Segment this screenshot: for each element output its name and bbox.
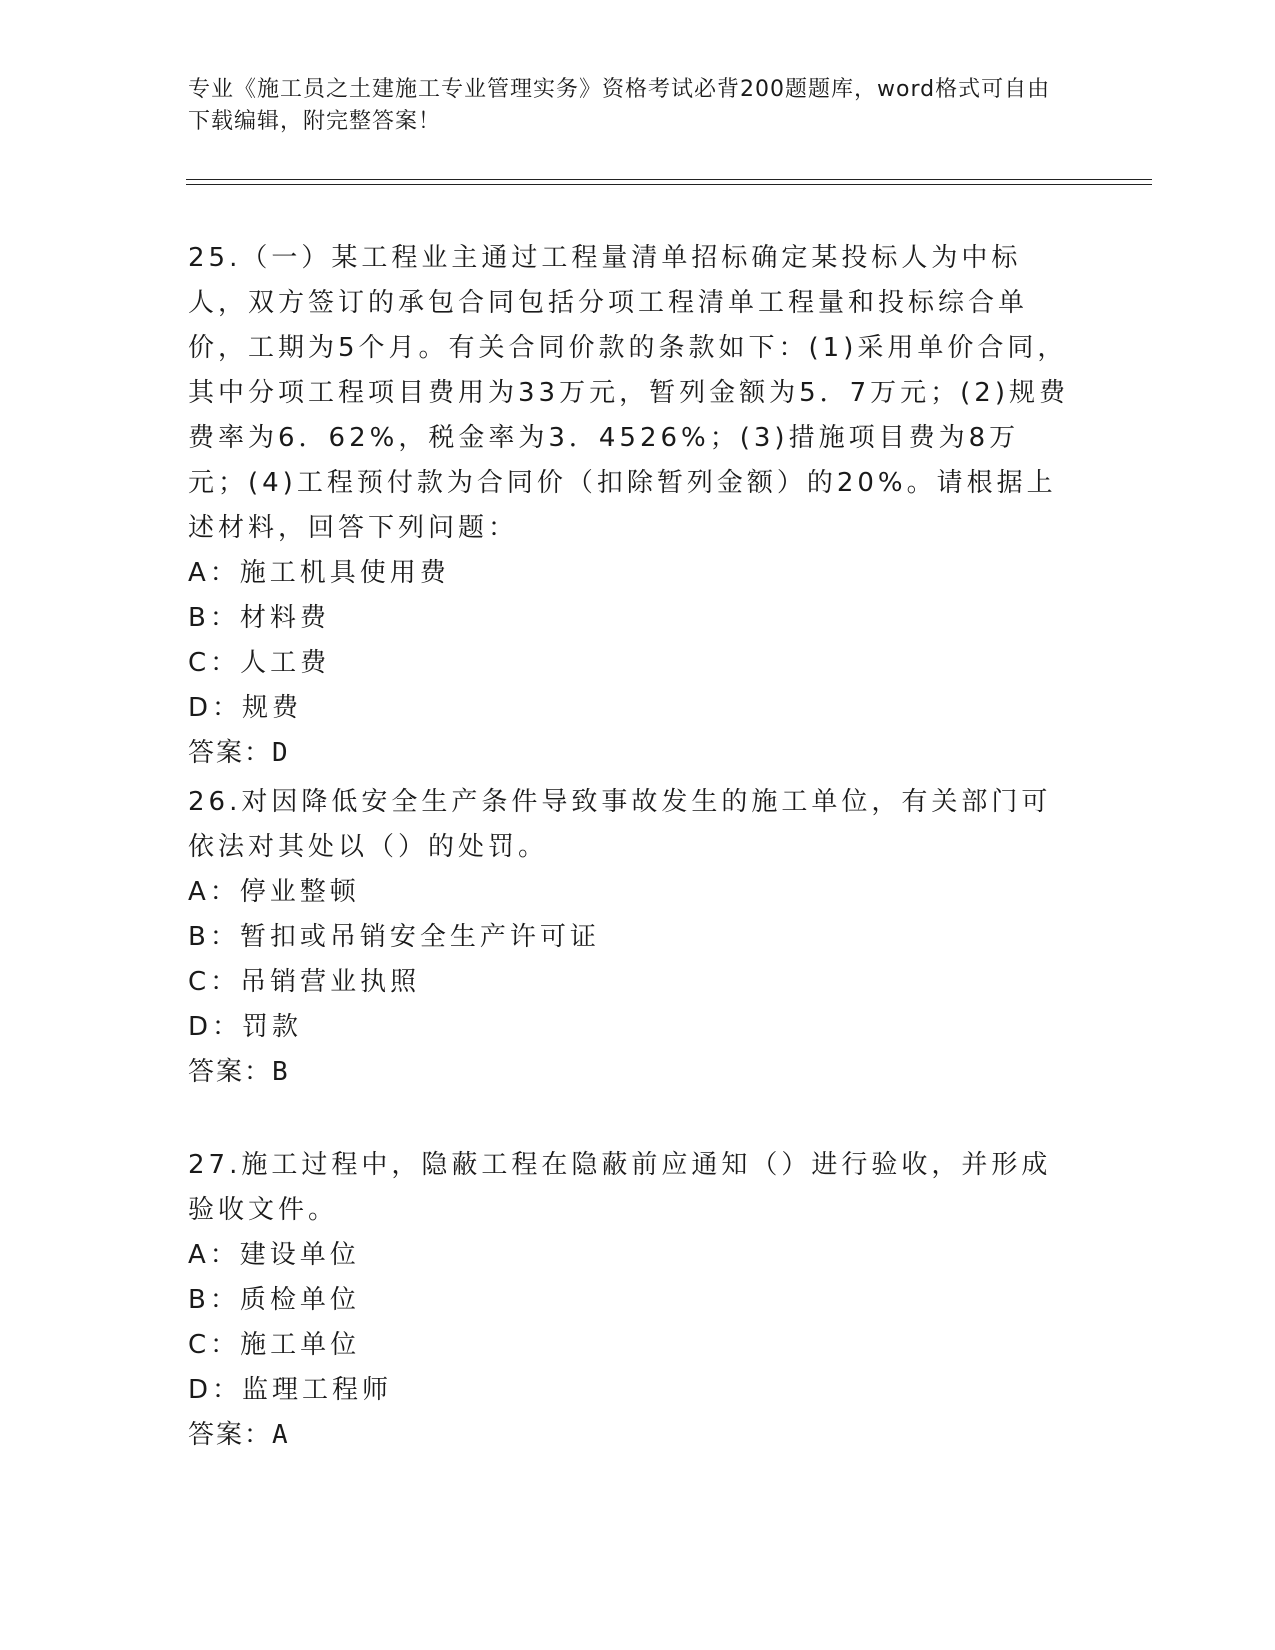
option-c: C：吊销营业执照 — [188, 967, 421, 997]
option-b: B：质检单位 — [188, 1285, 360, 1315]
option-b: B：暂扣或吊销安全生产许可证 — [188, 922, 600, 952]
option-a: A：建设单位 — [188, 1240, 360, 1270]
question-stem: 26.对因降低安全生产条件导致事故发生的施工单位，有关部门可依法对其处以（）的处罚。 — [188, 787, 1052, 862]
answer: 答案：B — [188, 1057, 290, 1087]
question-26 — [188, 780, 1078, 1095]
option-c: C：施工单位 — [188, 1330, 361, 1360]
question-stem: 25.（一）某工程业主通过工程量清单招标确定某投标人为中标人，双方签订的承包合同包括分项工程清单工程量和投标综合单价，工期为5个月。有关合同价款的条款如下：(1)采用单价合同，其中分项工程项目费用为33万元，暂列金额为5．7万元；(2)规费费率为6．62%，税金率为3．4526%；(3)措施项目费为8万元；(4)工程预付款为合同价（扣除暂列金额）的20%。请根据上述材料，回答下列问题： — [188, 243, 1069, 543]
option-a: A：停业整顿 — [188, 877, 360, 907]
option-a: A：施工机具使用费 — [188, 558, 450, 588]
option-d: D：罚款 — [188, 1012, 303, 1042]
question-25 — [188, 236, 1078, 776]
question-27 — [188, 1143, 1078, 1458]
question-stem: 27.施工过程中，隐蔽工程在隐蔽前应通知（）进行验收，并形成验收文件。 — [188, 1150, 1052, 1225]
option-c: C：人工费 — [188, 648, 331, 678]
option-d: D：监理工程师 — [188, 1375, 393, 1405]
answer: 答案：A — [188, 1420, 290, 1450]
option-b: B：材料费 — [188, 603, 330, 633]
header-divider-bottom — [186, 184, 1152, 185]
answer: 答案：D — [188, 738, 290, 768]
document-header: 专业《施工员之土建施工专业管理实务》资格考试必背200题题库，word格式可自由下载编辑，附完整答案！ — [188, 77, 1051, 134]
header-divider-top — [186, 179, 1152, 180]
option-d: D：规费 — [188, 693, 303, 723]
